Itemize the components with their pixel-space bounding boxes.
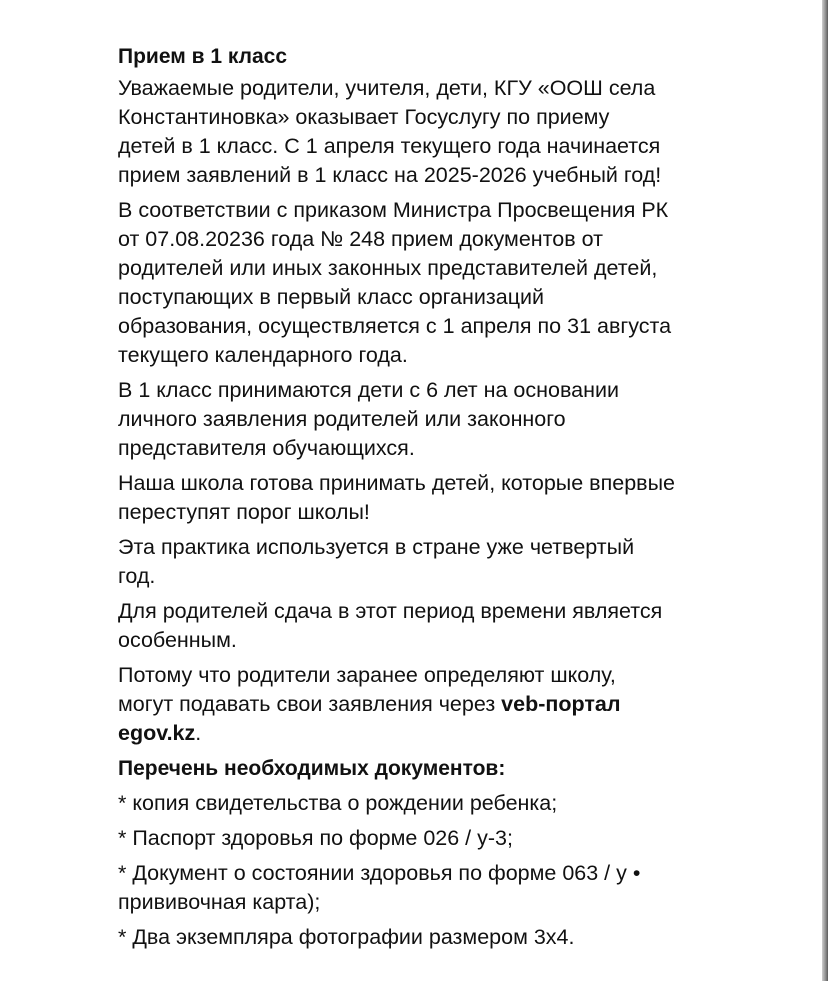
document-item-health-passport: * Паспорт здоровья по форме 026 / у-3;: [118, 826, 513, 850]
portal-text-before: Потому что родители заранее определяют школу, могут подавать свои заявления через: [118, 663, 616, 716]
portal-link-text: veb-портал egov.kz: [118, 692, 621, 745]
paragraph-intro: Уважаемые родители, учителя, дети, КГУ «ООШ села Константиновка» оказывает Госуслугу по приему детей в 1 класс. С 1 апреля текущего года начинается прием заявлений в 1 класс на 2025-2026 учебный год!: [118, 76, 662, 187]
paragraph-order: В соответствии с приказом Министра Просвещения РК от 07.08.20236 года № 248 прием документов от родителей или иных законных представителей детей, поступающих в первый класс организаций образования, осуществляется с 1 апреля по 31 августа текущего календарного года.: [118, 198, 672, 367]
portal-text-after: .: [195, 721, 202, 745]
paragraph-portal: [118, 661, 778, 748]
document-body: [118, 42, 778, 958]
documents-heading: Перечень необходимых документов:: [118, 757, 506, 780]
page-edge-shadow: [822, 0, 828, 981]
document-item-health-document: * Документ о состоянии здоровья по форме 063 / у • прививочная карта);: [118, 861, 641, 914]
document-item-birth-certificate: * копия свидетельства о рождении ребенка;: [118, 791, 558, 815]
paragraph-parents: Для родителей сдача в этот период времени является особенным.: [118, 599, 663, 652]
paragraph-practice: Эта практика используется в стране уже четвертый год.: [118, 535, 635, 588]
paragraph-age: В 1 класс принимаются дети с 6 лет на основании личного заявления родителей или законного представителя обучающихся.: [118, 378, 619, 460]
document-item-photos: * Два экземпляра фотографии размером 3х4.: [118, 925, 575, 949]
paragraph-school-ready: Наша школа готова принимать детей, которые впервые переступят порог школы!: [118, 471, 675, 524]
document-title: Прием в 1 класс: [118, 45, 288, 68]
